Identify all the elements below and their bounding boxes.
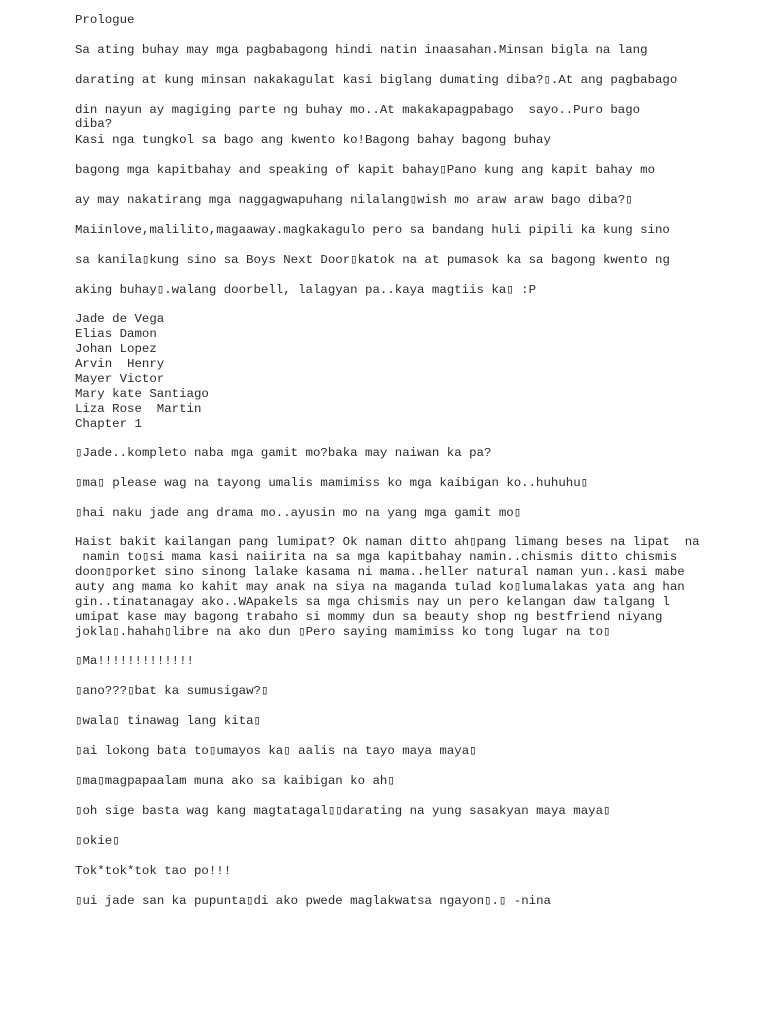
story-line: ▯oh sige basta wag kang magtatagal▯▯darating na yung sasakyan maya maya▯ [75, 804, 611, 818]
prologue-line: Maiinlove,malilito,magaaway.magkakagulo pero sa bandang huli pipili ka kung sino [75, 223, 670, 237]
story-line: doon▯porket sino sinong lalake kasama ni mama..heller natural naman yun..kasi mabe [75, 565, 685, 579]
character-name: Elias Damon [75, 327, 157, 341]
story-line: ▯ai lokong bata to▯umayos ka▯ aalis na tayo maya maya▯ [75, 744, 477, 758]
story-line: gin..tinatanagay ako..WApakels sa mga chismis nay un pero kelangan daw talgang l [75, 595, 670, 609]
character-name: Arvin Henry [75, 357, 165, 371]
story-line: ▯ma▯ please wag na tayong umalis mamimiss ko mga kaibigan ko..huhuhu▯ [75, 476, 589, 490]
story-line: Tok*tok*tok tao po!!! [75, 864, 232, 878]
character-name: Mayer Victor [75, 372, 165, 386]
prologue-line: bagong mga kapitbahay and speaking of kapit bahay▯Pano kung ang kapit bahay mo [75, 163, 656, 177]
prologue-line: diba? [75, 117, 113, 131]
story-line: ▯Ma!!!!!!!!!!!!! [75, 654, 194, 668]
prologue-line: Sa ating buhay may mga pagbabagong hindi natin inaasahan.Minsan bigla na lang [75, 43, 648, 57]
prologue-line: darating at kung minsan nakakagulat kasi biglang dumating diba?▯.At ang pagbabago [75, 73, 678, 87]
prologue-line: aking buhay▯.walang doorbell, lalagyan pa..kaya magtiis ka▯ :P [75, 283, 537, 297]
character-name: Johan Lopez [75, 342, 157, 356]
story-line: ▯Jade..kompleto naba mga gamit mo?baka may naiwan ka pa? [75, 446, 492, 460]
story-line: ▯wala▯ tinawag lang kita▯ [75, 714, 261, 728]
story-line: ▯hai naku jade ang drama mo..ayusin mo na yang mga gamit mo▯ [75, 506, 522, 520]
chapter-heading: Chapter 1 [75, 417, 142, 431]
character-name: Mary kate Santiago [75, 387, 209, 401]
prologue-line: Kasi nga tungkol sa bago ang kwento ko!Bagong bahay bagong buhay [75, 133, 551, 147]
prologue-line: sa kanila▯kung sino sa Boys Next Door▯katok na at pumasok ka sa bagong kwento ng [75, 253, 670, 267]
page-title: Prologue [75, 13, 135, 27]
prologue-line: din nayun ay magiging parte ng buhay mo..At makakapagpabago sayo..Puro bago [75, 103, 641, 117]
prologue-line: ay may nakatirang mga naggagwapuhang nilalang▯wish mo araw araw bago diba?▯ [75, 193, 633, 207]
story-line: namin to▯si mama kasi naiirita na sa mga kapitbahay namin..chismis ditto chismis [75, 550, 678, 564]
story-line: jokla▯.hahah▯libre na ako dun ▯Pero saying mamimiss ko tong lugar na to▯ [75, 625, 611, 639]
character-name: Jade de Vega [75, 312, 165, 326]
story-line: Haist bakit kailangan pang lumipat? Ok naman ditto ah▯pang limang beses na lipat na [75, 535, 700, 549]
story-line: auty ang mama ko kahit may anak na siya na maganda tulad ko▯lumalakas yata ang han [75, 580, 685, 594]
story-line: ▯ma▯magpapaalam muna ako sa kaibigan ko ah▯ [75, 774, 395, 788]
story-line: umipat kase may bagong trabaho si mommy dun sa beauty shop ng bestfriend niyang [75, 610, 663, 624]
story-line: ▯ano???▯bat ka sumusigaw?▯ [75, 684, 269, 698]
character-name: Liza Rose Martin [75, 402, 202, 416]
story-line: ▯ui jade san ka pupunta▯di ako pwede maglakwatsa ngayon▯.▯ -nina [75, 894, 551, 908]
story-line: ▯okie▯ [75, 834, 120, 848]
